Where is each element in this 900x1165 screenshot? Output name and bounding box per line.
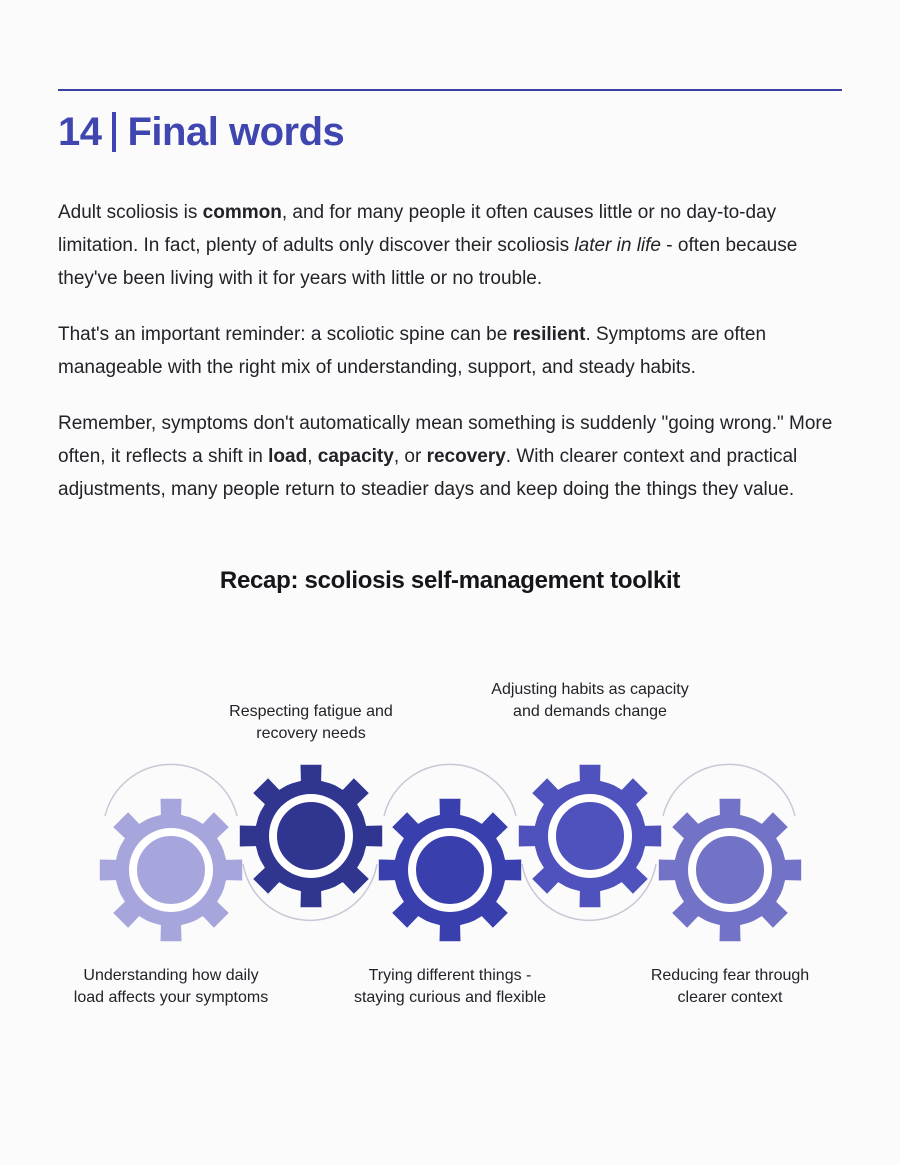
page-title xyxy=(58,106,344,158)
gear-understanding-icon xyxy=(100,799,242,941)
p3-bold-capacity: capacity xyxy=(317,446,394,467)
gear-reducing-icon xyxy=(659,799,801,941)
p1-text-e: - often because they've been living with it for years with little or no trouble. xyxy=(58,235,798,289)
p1-text-c: , and for many people it often causes little or no day-to-day limitation. In fact, plenty of adults only discover their scoliosis xyxy=(58,202,777,256)
paragraph-1 xyxy=(58,196,848,295)
header-rule xyxy=(58,89,842,91)
caption-understanding-load: Understanding how daily load affects your symptoms xyxy=(73,967,269,1006)
paragraph-2 xyxy=(58,318,848,384)
section-title: Final words xyxy=(127,110,345,154)
p3-bold-load: load xyxy=(268,446,308,467)
p1-italic-later: later in life xyxy=(574,235,662,256)
paragraph-3 xyxy=(58,407,848,506)
caption-trying-things: Trying different things - staying curious and flexible xyxy=(353,967,547,1006)
p1-text-a: Adult scoliosis is xyxy=(58,202,203,223)
p2-bold-resilient: resilient xyxy=(512,324,586,345)
gear-trying-icon xyxy=(379,799,521,941)
recap-heading: Recap: scoliosis self-management toolkit xyxy=(219,567,681,594)
caption-reducing-fear: Reducing fear through clearer context xyxy=(650,967,810,1006)
caption-adjusting-habits: Adjusting habits as capacity and demands change xyxy=(491,681,689,720)
caption-respecting-fatigue: Respecting fatigue and recovery needs xyxy=(229,703,393,742)
p2-text-c: . Symptoms are often manageable with the right mix of understanding, support, and steady habits. xyxy=(58,324,767,378)
p3-bold-recovery: recovery xyxy=(426,446,506,467)
p3-text-e: , or xyxy=(393,446,427,467)
section-number: 14 xyxy=(58,110,102,154)
gear-diagram xyxy=(0,750,900,960)
gear-respecting-icon xyxy=(240,765,382,907)
p3-text-c: , xyxy=(307,446,318,467)
title-divider xyxy=(112,112,116,152)
p3-text-a: Remember, symptoms don't automatically mean something is suddenly "going wrong." More often, it reflects a shift in xyxy=(58,413,833,467)
p1-bold-common: common xyxy=(202,202,282,223)
p2-text-a: That's an important reminder: a scoliotic spine can be xyxy=(58,324,513,345)
p3-text-g: . With clearer context and practical adjustments, many people return to steadier days and keep doing the things they value. xyxy=(58,446,798,500)
gear-adjusting-icon xyxy=(519,765,661,907)
